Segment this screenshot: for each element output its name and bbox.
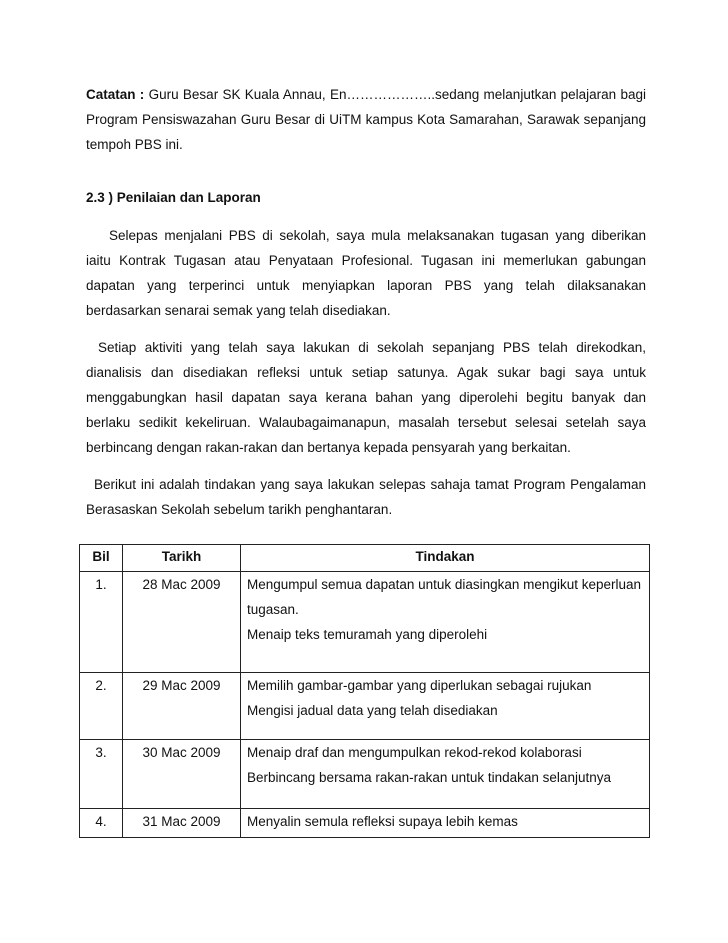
table-row — [80, 740, 650, 809]
row-date: 31 Mac 2009 — [123, 809, 241, 838]
section-heading: 2.3 ) Penilaian dan Laporan — [86, 190, 261, 205]
document-page — [86, 82, 646, 829]
note-paragraph — [86, 82, 646, 157]
row-actions — [241, 572, 650, 673]
action-item: Mengisi jadual data yang telah disediakan — [247, 703, 498, 718]
row-bil: 1. — [80, 572, 123, 673]
action-item: Memilih gambar-gambar yang diperlukan sebagai rujukan — [247, 678, 592, 693]
header-tarikh: Tarikh — [123, 545, 241, 572]
table-row — [80, 572, 650, 673]
action-item: Menaip draf dan mengumpulkan rekod-rekod kolaborasi — [247, 745, 582, 760]
action-item: Menaip teks temuramah yang diperolehi — [247, 627, 488, 642]
note-text: Guru Besar SK Kuala Annau, En………………..sedang melanjutkan pelajaran bagi Program Pensiswazahan Guru Besar di UiTM kampus Kota Samarahan, Sarawak sepanjang tempoh PBS ini. — [86, 87, 646, 152]
action-item: Mengumpul semua dapatan untuk diasingkan mengikut keperluan tugasan. — [247, 577, 642, 617]
table-row — [80, 673, 650, 740]
table-header-row — [80, 545, 650, 572]
row-date: 28 Mac 2009 — [123, 572, 241, 673]
action-item: Berbincang bersama rakan-rakan untuk tindakan selanjutnya — [247, 770, 611, 785]
row-bil: 3. — [80, 740, 123, 809]
row-date: 30 Mac 2009 — [123, 740, 241, 809]
header-tindakan: Tindakan — [241, 545, 650, 572]
row-actions — [241, 740, 650, 809]
row-bil: 4. — [80, 809, 123, 838]
table-row — [80, 809, 650, 838]
row-bil: 2. — [80, 673, 123, 740]
actions-table — [79, 544, 650, 838]
action-item: Menyalin semula refleksi supaya lebih kemas — [247, 814, 518, 829]
row-actions — [241, 673, 650, 740]
row-actions — [241, 809, 650, 838]
row-date: 29 Mac 2009 — [123, 673, 241, 740]
header-bil: Bil — [80, 545, 123, 572]
note-label: Catatan : — [86, 87, 145, 102]
paragraph-3: Berikut ini adalah tindakan yang saya lakukan selepas sahaja tamat Program Pengalaman Berasaskan Sekolah sebelum tarikh penghantaran. — [86, 477, 646, 517]
paragraph-2: Setiap aktiviti yang telah saya lakukan di sekolah sepanjang PBS telah direkodkan, dianalisis dan disediakan refleksi untuk setiap satunya. Agak sukar bagi saya untuk menggabungkan hasil dapatan saya kerana bahan yang diperolehi begitu banyak dan berlaku sedikit kekeliruan. Walaubagaimanapun, masalah tersebut selesai setelah saya berbincang dengan rakan-rakan dan bertanya kepada pensyarah yang berkaitan. — [86, 340, 646, 455]
paragraph-1: Selepas menjalani PBS di sekolah, saya mula melaksanakan tugasan yang diberikan iaitu Kontrak Tugasan atau Penyataan Profesional. Tugasan ini memerlukan gabungan dapatan yang terperinci untuk menyiapkan laporan PBS yang telah dilaksanakan berdasarkan senarai semak yang telah disediakan. — [86, 228, 646, 318]
